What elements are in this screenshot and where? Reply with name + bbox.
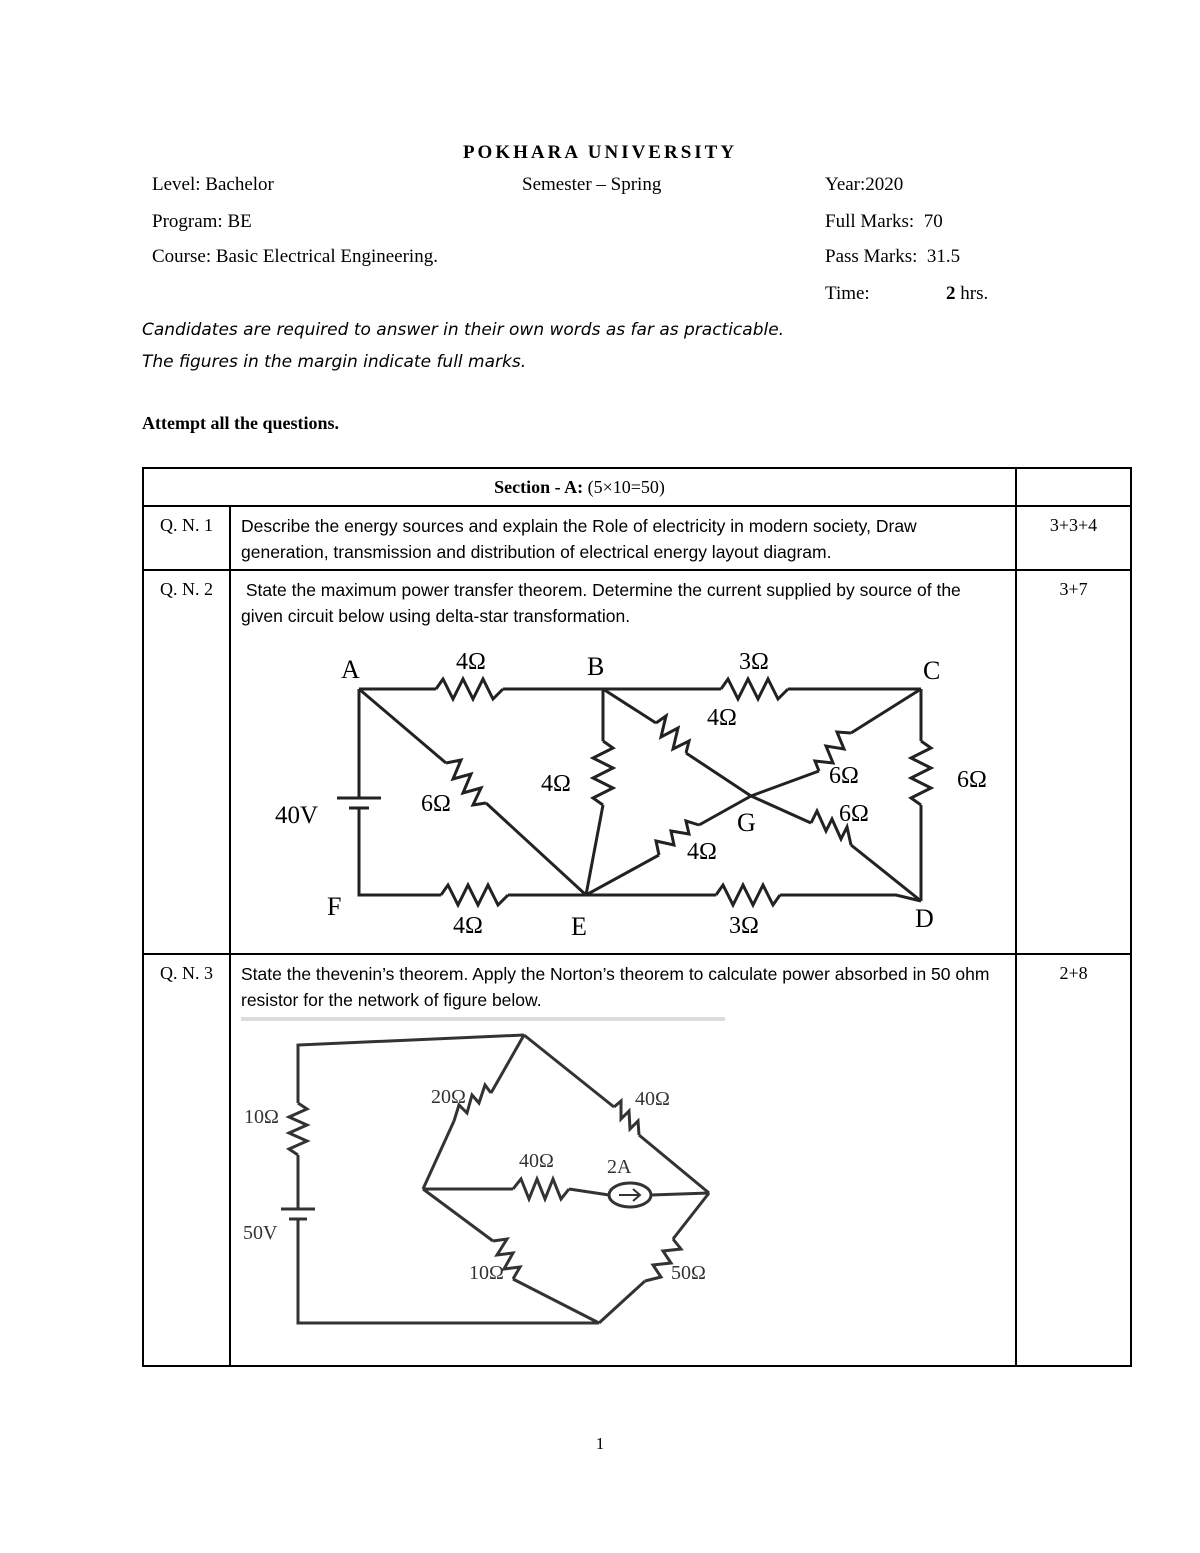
resistor-ed: [716, 885, 780, 905]
resistor-bottom-left-label: 10Ω: [469, 1262, 504, 1284]
node-label-e: E: [571, 912, 587, 941]
table-row: [143, 954, 1131, 1366]
resistor-be-label: 4Ω: [541, 771, 571, 797]
question-marks: 2+8: [1016, 954, 1131, 1366]
table-row: [143, 506, 1131, 570]
question-text: State the thevenin’s theorem. Apply the Norton’s theorem to calculate power absorbed in 50 ohm resistor for the network of figure below.: [241, 964, 990, 1010]
full-marks-label: Full Marks:: [825, 211, 915, 232]
node-label-b: B: [587, 652, 605, 681]
resistor-cd-label: 6Ω: [957, 767, 987, 793]
current-source: [609, 1183, 651, 1207]
page-number: 1: [595, 1434, 605, 1453]
year-text: Year:2020: [825, 174, 904, 195]
node-label-a: A: [341, 655, 360, 684]
time-unit: hrs.: [960, 283, 989, 304]
question-number: Q. N. 1: [143, 506, 230, 570]
node-label-f: F: [327, 892, 342, 921]
resistor-ab-label: 4Ω: [456, 649, 486, 675]
node-label-g: G: [737, 808, 756, 837]
resistor-bg: [656, 716, 689, 753]
resistor-ae: [446, 760, 486, 805]
time-label: Time:: [825, 283, 870, 304]
resistor-ae-label: 6Ω: [421, 791, 451, 817]
resistor-fe-label: 4Ω: [453, 913, 483, 939]
resistor-bottom-right-label: 50Ω: [671, 1262, 706, 1284]
time-value: 2: [946, 283, 956, 304]
resistor-top-right-label: 40Ω: [635, 1088, 670, 1110]
pass-marks-label: Pass Marks:: [825, 246, 918, 267]
node-label-d: D: [915, 904, 934, 933]
level-text: Level: Bachelor: [152, 174, 274, 195]
resistor-top-left-label: 20Ω: [431, 1086, 466, 1108]
figure-divider: [241, 1017, 725, 1021]
resistor-ab: [436, 679, 503, 699]
resistor-bc: [721, 679, 788, 699]
question-number: Q. N. 2: [143, 570, 230, 954]
note-1: Candidates are required to answer in their own words as far as practicable.: [142, 320, 785, 340]
course-text: Course: Basic Electrical Engineering.: [152, 246, 438, 267]
resistor-fe: [441, 885, 508, 905]
resistor-be: [593, 741, 613, 805]
current-source-label: 2A: [607, 1156, 632, 1178]
resistor-ed-label: 3Ω: [729, 913, 759, 939]
full-marks-value: 70: [923, 211, 943, 232]
circuit-diagram-1: [241, 633, 1007, 943]
resistor-cg-label: 6Ω: [829, 763, 859, 789]
university-title: POKHARA UNIVERSITY: [462, 142, 738, 163]
question-text: State the maximum power transfer theorem. Determine the current supplied by source of the given circuit below using delta-star transformation.: [241, 580, 966, 626]
section-title: Section - A:: [494, 476, 584, 497]
program-text: Program: BE: [152, 211, 252, 232]
full-marks: [825, 211, 943, 233]
table-row: [143, 570, 1131, 954]
question-table: [142, 467, 1132, 1367]
pass-marks: [825, 246, 960, 268]
resistor-cd: [911, 741, 931, 805]
instruction: Attempt all the questions.: [142, 413, 339, 433]
question-number: Q. N. 3: [143, 954, 230, 1366]
semester-text: Semester – Spring: [522, 174, 662, 195]
source-label: 50V: [243, 1222, 278, 1244]
node-label-c: C: [923, 656, 941, 685]
section-marks-cell: [1016, 468, 1131, 506]
resistor-eg-label: 4Ω: [687, 839, 717, 865]
resistor-left: [289, 1103, 307, 1155]
section-marks: (5×10=50): [587, 476, 665, 497]
question-marks: 3+7: [1016, 570, 1131, 954]
note-2: The figures in the margin indicate full marks.: [142, 352, 527, 372]
section-row: [143, 468, 1131, 506]
resistor-bg-label: 4Ω: [707, 705, 737, 731]
resistor-left-label: 10Ω: [244, 1106, 279, 1128]
question-text: Describe the energy sources and explain the Role of electricity in modern society, Draw generation, transmission and distribution of electrical energy layout diagram.: [230, 506, 1016, 570]
pass-marks-value: 31.5: [926, 246, 961, 267]
question-cell: [230, 570, 1016, 954]
circuit-diagram-2: [241, 1023, 731, 1333]
resistor-bc-label: 3Ω: [739, 649, 769, 675]
time: [946, 283, 988, 305]
resistor-gd-label: 6Ω: [839, 801, 869, 827]
question-marks: 3+3+4: [1016, 506, 1131, 570]
section-header: [143, 468, 1016, 506]
question-cell: [230, 954, 1016, 1366]
source-label: 40V: [275, 802, 319, 829]
resistor-mid: [513, 1179, 569, 1199]
resistor-mid-label: 40Ω: [519, 1150, 554, 1172]
